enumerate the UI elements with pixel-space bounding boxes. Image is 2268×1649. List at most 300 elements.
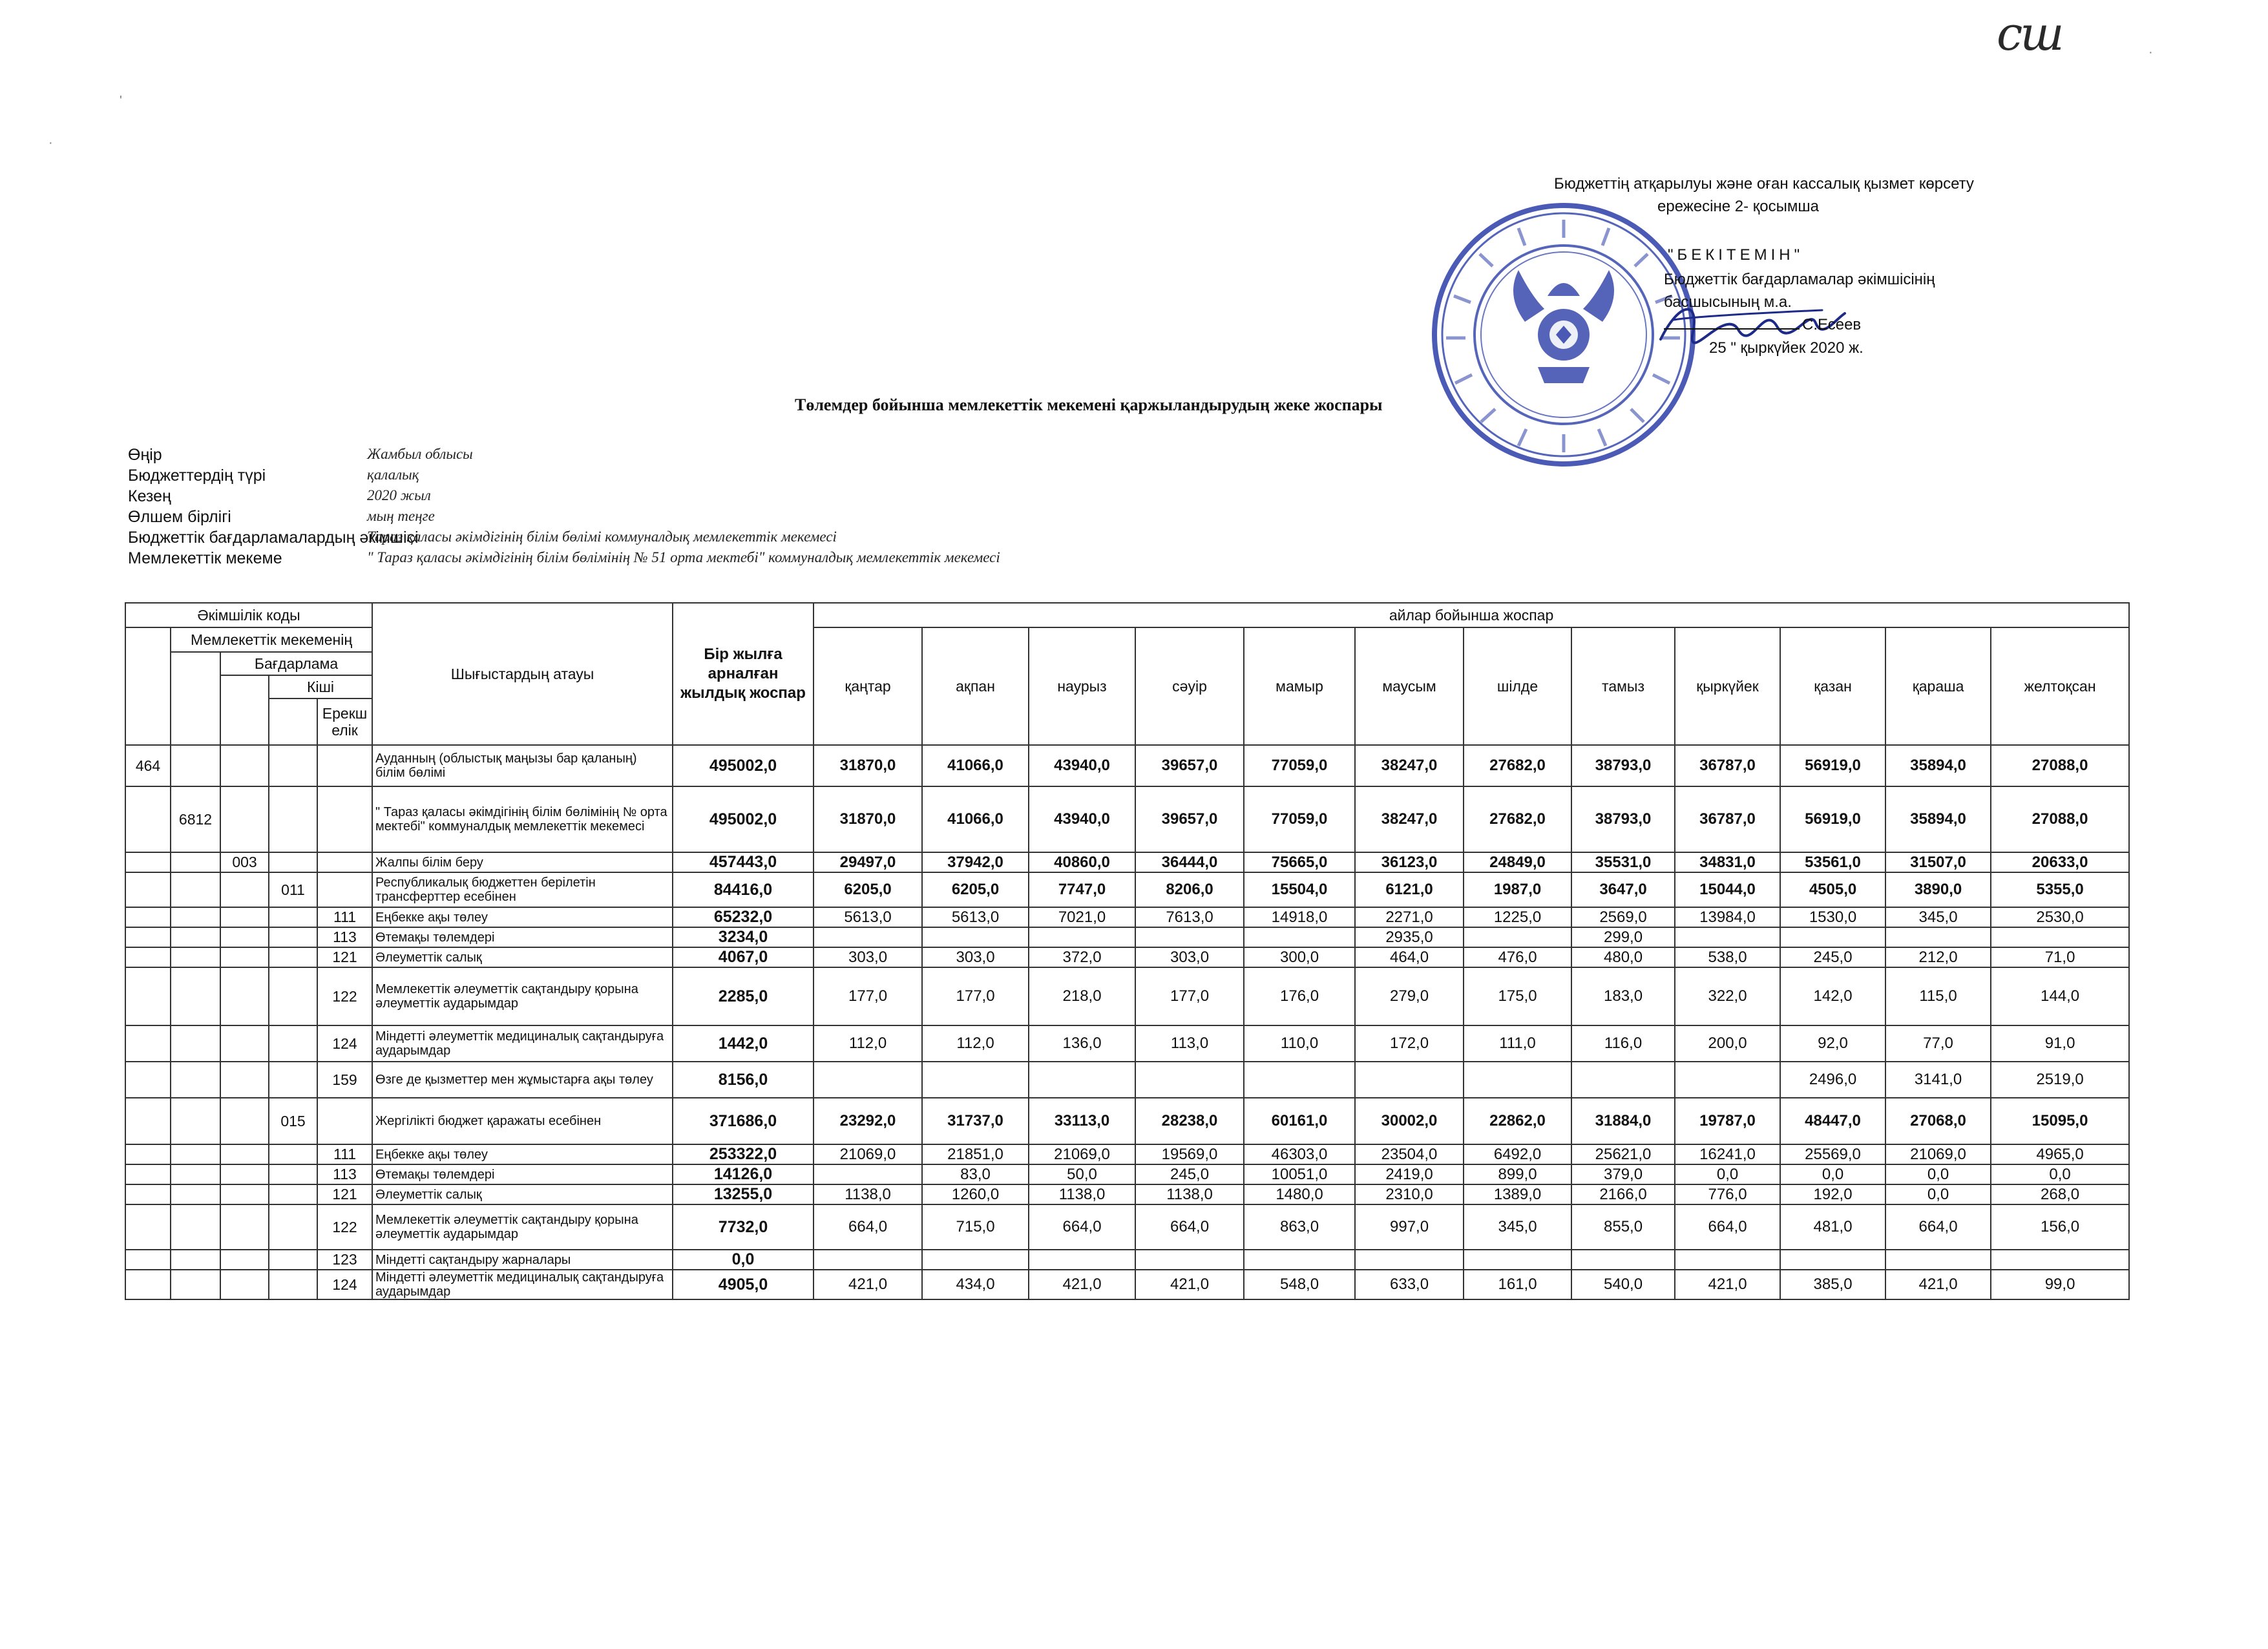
code-cell	[125, 947, 171, 967]
month-value-cell: 75665,0	[1244, 852, 1355, 872]
month-value-cell: 1138,0	[1029, 1184, 1135, 1204]
code-cell	[125, 927, 171, 947]
code-cell	[171, 907, 220, 927]
table-row	[125, 1025, 2129, 1062]
month-value-cell: 23504,0	[1355, 1144, 1464, 1164]
header-month: қазан	[1780, 627, 1885, 745]
month-value-cell	[1571, 1250, 1675, 1270]
month-value-cell: 31507,0	[1885, 852, 1991, 872]
month-value-cell: 218,0	[1029, 967, 1135, 1025]
month-value-cell: 303,0	[1135, 947, 1244, 967]
month-value-cell: 110,0	[1244, 1025, 1355, 1062]
month-value-cell: 1260,0	[922, 1184, 1029, 1204]
month-value-cell: 6492,0	[1464, 1144, 1571, 1164]
annual-plan-cell: 371686,0	[673, 1098, 814, 1144]
code-cell	[220, 745, 269, 786]
signatory-name: С.Есеев	[1802, 316, 1862, 333]
month-value-cell: 385,0	[1780, 1270, 1885, 1299]
header-month: наурыз	[1029, 627, 1135, 745]
month-value-cell: 715,0	[922, 1204, 1029, 1250]
month-value-cell: 175,0	[1464, 967, 1571, 1025]
month-value-cell: 421,0	[1885, 1270, 1991, 1299]
code-cell: 113	[317, 1164, 372, 1184]
meta-value: қалалық	[367, 467, 419, 483]
code-cell: 111	[317, 1144, 372, 1164]
month-value-cell: 5613,0	[814, 907, 922, 927]
month-value-cell: 2519,0	[1991, 1062, 2129, 1098]
month-value-cell: 3647,0	[1571, 872, 1675, 907]
code-cell	[269, 947, 317, 967]
month-value-cell: 92,0	[1780, 1025, 1885, 1062]
code-cell: 123	[317, 1250, 372, 1270]
table-row	[125, 1250, 2129, 1270]
month-value-cell: 3141,0	[1885, 1062, 1991, 1098]
month-value-cell: 481,0	[1780, 1204, 1885, 1250]
month-value-cell: 303,0	[814, 947, 922, 967]
header-month: ақпан	[922, 627, 1029, 745]
month-value-cell: 664,0	[1135, 1204, 1244, 1250]
month-value-cell: 21851,0	[922, 1144, 1029, 1164]
header-month: қаңтар	[814, 627, 922, 745]
code-cell	[269, 745, 317, 786]
code-cell	[317, 745, 372, 786]
code-cell: 113	[317, 927, 372, 947]
month-value-cell: 177,0	[922, 967, 1029, 1025]
annual-plan-cell: 495002,0	[673, 786, 814, 852]
table-row	[125, 927, 2129, 947]
month-value-cell: 480,0	[1571, 947, 1675, 967]
meta-label: Бюджеттердің түрі	[128, 467, 266, 485]
meta-value: Тараз қаласы әкімдігінің білім бөлімі коммуналдық мемлекеттік мекемесі	[367, 529, 837, 545]
header-month: тамыз	[1571, 627, 1675, 745]
month-value-cell: 421,0	[1029, 1270, 1135, 1299]
month-value-cell: 38793,0	[1571, 745, 1675, 786]
month-value-cell: 33113,0	[1029, 1098, 1135, 1144]
month-value-cell: 4505,0	[1780, 872, 1885, 907]
month-value-cell: 53561,0	[1780, 852, 1885, 872]
month-value-cell: 855,0	[1571, 1204, 1675, 1250]
month-value-cell: 21069,0	[814, 1144, 922, 1164]
month-value-cell: 15095,0	[1991, 1098, 2129, 1144]
month-value-cell: 172,0	[1355, 1025, 1464, 1062]
expense-name-cell: Мемлекеттік әлеуметтік сақтандыру қорына әлеуметтік аударымдар	[372, 1204, 673, 1250]
month-value-cell: 2935,0	[1355, 927, 1464, 947]
month-value-cell: 34831,0	[1675, 852, 1780, 872]
month-value-cell: 31870,0	[814, 745, 922, 786]
code-cell	[269, 1025, 317, 1062]
code-cell	[171, 1204, 220, 1250]
month-value-cell: 39657,0	[1135, 786, 1244, 852]
month-value-cell	[922, 1062, 1029, 1098]
month-value-cell: 212,0	[1885, 947, 1991, 967]
annual-plan-cell: 1442,0	[673, 1025, 814, 1062]
month-value-cell: 24849,0	[1464, 852, 1571, 872]
month-value-cell	[1135, 927, 1244, 947]
month-value-cell: 997,0	[1355, 1204, 1464, 1250]
month-value-cell: 464,0	[1355, 947, 1464, 967]
table-body	[125, 745, 2129, 1299]
month-value-cell: 183,0	[1571, 967, 1675, 1025]
table-row	[125, 1098, 2129, 1144]
month-value-cell: 30002,0	[1355, 1098, 1464, 1144]
month-value-cell: 540,0	[1571, 1270, 1675, 1299]
header-month: желтоқсан	[1991, 627, 2129, 745]
signature-line	[1664, 314, 1800, 330]
code-cell	[269, 786, 317, 852]
code-cell	[269, 852, 317, 872]
month-value-cell: 77,0	[1885, 1025, 1991, 1062]
code-cell	[220, 786, 269, 852]
table-row	[125, 1144, 2129, 1164]
code-cell	[125, 1025, 171, 1062]
annual-plan-cell: 84416,0	[673, 872, 814, 907]
header-month: қыркүйек	[1675, 627, 1780, 745]
month-value-cell: 434,0	[922, 1270, 1029, 1299]
code-cell	[220, 1025, 269, 1062]
month-value-cell: 7021,0	[1029, 907, 1135, 927]
month-value-cell: 0,0	[1780, 1164, 1885, 1184]
month-value-cell	[1464, 927, 1571, 947]
month-value-cell: 476,0	[1464, 947, 1571, 967]
code-cell	[171, 1250, 220, 1270]
month-value-cell: 21069,0	[1885, 1144, 1991, 1164]
month-value-cell: 31737,0	[922, 1098, 1029, 1144]
month-value-cell	[814, 1062, 922, 1098]
month-value-cell: 35531,0	[1571, 852, 1675, 872]
month-value-cell: 1138,0	[1135, 1184, 1244, 1204]
month-value-cell	[1464, 1250, 1571, 1270]
month-value-cell: 50,0	[1029, 1164, 1135, 1184]
meta-value: " Тараз қаласы әкімдігінің білім бөлімінің № 51 орта мектебі" коммуналдық мемлекеттік мекемесі	[367, 549, 1000, 565]
code-cell	[125, 967, 171, 1025]
month-value-cell: 5355,0	[1991, 872, 2129, 907]
month-value-cell: 2496,0	[1780, 1062, 1885, 1098]
month-value-cell: 863,0	[1244, 1204, 1355, 1250]
code-cell	[171, 1164, 220, 1184]
code-cell	[269, 967, 317, 1025]
table-row	[125, 1270, 2129, 1299]
month-value-cell: 31870,0	[814, 786, 922, 852]
month-value-cell: 299,0	[1571, 927, 1675, 947]
code-cell: 122	[317, 1204, 372, 1250]
code-cell	[171, 967, 220, 1025]
code-cell	[220, 1204, 269, 1250]
month-value-cell: 245,0	[1780, 947, 1885, 967]
month-value-cell: 27682,0	[1464, 786, 1571, 852]
month-value-cell	[922, 927, 1029, 947]
table-row	[125, 1062, 2129, 1098]
month-value-cell: 113,0	[1135, 1025, 1244, 1062]
code-cell	[171, 872, 220, 907]
month-value-cell: 664,0	[814, 1204, 922, 1250]
month-value-cell: 56919,0	[1780, 745, 1885, 786]
month-value-cell: 2569,0	[1571, 907, 1675, 927]
month-value-cell: 38247,0	[1355, 745, 1464, 786]
table-row	[125, 872, 2129, 907]
month-value-cell: 48447,0	[1780, 1098, 1885, 1144]
header-month: мамыр	[1244, 627, 1355, 745]
month-value-cell: 77059,0	[1244, 786, 1355, 852]
expense-name-cell: Жалпы білім беру	[372, 852, 673, 872]
code-cell: 121	[317, 1184, 372, 1204]
month-value-cell: 23292,0	[814, 1098, 922, 1144]
month-value-cell: 38793,0	[1571, 786, 1675, 852]
code-cell	[220, 1164, 269, 1184]
month-value-cell: 8206,0	[1135, 872, 1244, 907]
month-value-cell: 6205,0	[814, 872, 922, 907]
month-value-cell: 13984,0	[1675, 907, 1780, 927]
code-cell	[317, 1098, 372, 1144]
month-value-cell: 144,0	[1991, 967, 2129, 1025]
financing-plan-table	[125, 602, 2130, 1300]
month-value-cell: 60161,0	[1244, 1098, 1355, 1144]
code-cell: 003	[220, 852, 269, 872]
approval-signatory	[1664, 314, 1861, 336]
code-cell	[269, 1164, 317, 1184]
month-value-cell: 20633,0	[1991, 852, 2129, 872]
month-value-cell: 19787,0	[1675, 1098, 1780, 1144]
month-value-cell: 192,0	[1780, 1184, 1885, 1204]
month-value-cell: 156,0	[1991, 1204, 2129, 1250]
meta-label: Өлшем бірлігі	[128, 508, 231, 526]
code-cell	[125, 1270, 171, 1299]
month-value-cell: 36123,0	[1355, 852, 1464, 872]
month-value-cell: 41066,0	[922, 745, 1029, 786]
header-institution: Мемлекеттік мекеменің	[171, 627, 372, 652]
month-value-cell: 322,0	[1675, 967, 1780, 1025]
month-value-cell: 279,0	[1355, 967, 1464, 1025]
code-cell	[171, 947, 220, 967]
month-value-cell: 5613,0	[922, 907, 1029, 927]
expense-name-cell: Міндетті сақтандыру жарналары	[372, 1250, 673, 1270]
header-blank	[220, 675, 269, 745]
month-value-cell	[1780, 1250, 1885, 1270]
code-cell	[269, 907, 317, 927]
code-cell	[171, 745, 220, 786]
table-row	[125, 852, 2129, 872]
annual-plan-cell: 495002,0	[673, 745, 814, 786]
code-cell	[171, 927, 220, 947]
header-blank	[171, 652, 220, 745]
code-cell	[171, 1270, 220, 1299]
month-value-cell: 16241,0	[1675, 1144, 1780, 1164]
meta-label: Кезең	[128, 487, 171, 505]
table-row	[125, 786, 2129, 852]
month-value-cell: 15044,0	[1675, 872, 1780, 907]
annual-plan-cell: 2285,0	[673, 967, 814, 1025]
annual-plan-cell: 8156,0	[673, 1062, 814, 1098]
month-value-cell: 43940,0	[1029, 786, 1135, 852]
month-value-cell: 245,0	[1135, 1164, 1244, 1184]
code-cell	[171, 852, 220, 872]
header-admin-code: Әкімшілік коды	[125, 603, 372, 627]
code-cell: 111	[317, 907, 372, 927]
header-program: Бағдарлама	[220, 652, 372, 675]
month-value-cell	[814, 1164, 922, 1184]
approval-position-line: Бюджеттік бағдарламалар әкімшісінің	[1664, 271, 1935, 288]
month-value-cell	[1571, 1062, 1675, 1098]
annual-plan-cell: 457443,0	[673, 852, 814, 872]
month-value-cell: 538,0	[1675, 947, 1780, 967]
expense-name-cell: Міндетті әлеуметтік медициналық сақтандыруға аударымдар	[372, 1270, 673, 1299]
month-value-cell: 0,0	[1885, 1164, 1991, 1184]
expense-name-cell: Әлеуметтік салық	[372, 947, 673, 967]
meta-value: мың теңге	[367, 508, 435, 524]
month-value-cell: 2271,0	[1355, 907, 1464, 927]
code-cell: 011	[269, 872, 317, 907]
month-value-cell	[1991, 1250, 2129, 1270]
month-value-cell: 112,0	[922, 1025, 1029, 1062]
month-value-cell: 111,0	[1464, 1025, 1571, 1062]
month-value-cell: 99,0	[1991, 1270, 2129, 1299]
table-header	[125, 603, 2129, 745]
month-value-cell: 22862,0	[1464, 1098, 1571, 1144]
code-cell: 015	[269, 1098, 317, 1144]
table-row	[125, 907, 2129, 927]
month-value-cell: 2310,0	[1355, 1184, 1464, 1204]
code-cell	[220, 927, 269, 947]
code-cell	[220, 1270, 269, 1299]
code-cell	[171, 1184, 220, 1204]
code-cell	[317, 786, 372, 852]
month-value-cell: 7747,0	[1029, 872, 1135, 907]
approval-regulation-line: Бюджеттің атқарылуы және оған кассалық қызмет көрсету	[1554, 175, 1974, 193]
month-value-cell: 345,0	[1885, 907, 1991, 927]
code-cell: 159	[317, 1062, 372, 1098]
month-value-cell: 36787,0	[1675, 786, 1780, 852]
month-value-cell: 21069,0	[1029, 1144, 1135, 1164]
month-value-cell: 633,0	[1355, 1270, 1464, 1299]
approval-date: 25 " қыркүйек 2020 ж.	[1709, 339, 1864, 357]
code-cell	[125, 1204, 171, 1250]
month-value-cell	[1355, 1062, 1464, 1098]
annual-plan-cell: 7732,0	[673, 1204, 814, 1250]
month-value-cell: 39657,0	[1135, 745, 1244, 786]
month-value-cell: 303,0	[922, 947, 1029, 967]
annual-plan-cell: 13255,0	[673, 1184, 814, 1204]
month-value-cell	[1675, 1062, 1780, 1098]
month-value-cell: 1987,0	[1464, 872, 1571, 907]
code-cell	[171, 1144, 220, 1164]
month-value-cell	[1029, 927, 1135, 947]
code-cell	[317, 852, 372, 872]
annual-plan-cell: 65232,0	[673, 907, 814, 927]
month-value-cell: 6205,0	[922, 872, 1029, 907]
code-cell	[220, 1098, 269, 1144]
code-cell	[269, 1144, 317, 1164]
header-specific: Ерекш елік	[317, 698, 372, 745]
month-value-cell: 1480,0	[1244, 1184, 1355, 1204]
expense-name-cell: Еңбекке ақы төлеу	[372, 1144, 673, 1164]
header-blank	[269, 698, 317, 745]
code-cell: 6812	[171, 786, 220, 852]
month-value-cell: 300,0	[1244, 947, 1355, 967]
code-cell: 122	[317, 967, 372, 1025]
month-value-cell: 548,0	[1244, 1270, 1355, 1299]
month-value-cell	[1464, 1062, 1571, 1098]
table-row	[125, 1204, 2129, 1250]
annual-plan-cell: 3234,0	[673, 927, 814, 947]
code-cell	[125, 1062, 171, 1098]
month-value-cell: 899,0	[1464, 1164, 1571, 1184]
code-cell	[220, 907, 269, 927]
month-value-cell: 91,0	[1991, 1025, 2129, 1062]
month-value-cell: 6121,0	[1355, 872, 1464, 907]
month-value-cell: 83,0	[922, 1164, 1029, 1184]
handwritten-mark: сш	[1997, 6, 2062, 61]
month-value-cell	[1885, 1250, 1991, 1270]
month-value-cell: 7613,0	[1135, 907, 1244, 927]
header-month: қараша	[1885, 627, 1991, 745]
month-value-cell: 27088,0	[1991, 786, 2129, 852]
meta-value: Жамбыл облысы	[367, 446, 473, 462]
annual-plan-cell: 4067,0	[673, 947, 814, 967]
expense-name-cell: Мемлекеттік әлеуметтік сақтандыру қорына әлеуметтік аударымдар	[372, 967, 673, 1025]
month-value-cell	[1029, 1062, 1135, 1098]
month-value-cell: 43940,0	[1029, 745, 1135, 786]
code-cell	[269, 1204, 317, 1250]
code-cell	[317, 872, 372, 907]
month-value-cell: 177,0	[814, 967, 922, 1025]
month-value-cell	[1675, 927, 1780, 947]
header-annual-plan: Бір жылға арналған жылдық жоспар	[673, 603, 814, 745]
month-value-cell: 25621,0	[1571, 1144, 1675, 1164]
scan-speck: ·	[2148, 45, 2153, 59]
code-cell	[220, 1250, 269, 1270]
annual-plan-cell: 4905,0	[673, 1270, 814, 1299]
month-value-cell: 379,0	[1571, 1164, 1675, 1184]
month-value-cell: 200,0	[1675, 1025, 1780, 1062]
expense-name-cell: Республикалық бюджеттен берілетін трансферттер есебінен	[372, 872, 673, 907]
approval-appendix-line: ережесіне 2- қосымша	[1657, 198, 1819, 215]
approval-acting-line: басшысының м.а.	[1664, 293, 1792, 311]
month-value-cell: 10051,0	[1244, 1164, 1355, 1184]
code-cell	[269, 1250, 317, 1270]
code-cell	[220, 1184, 269, 1204]
meta-label: Мемлекеттік мекеме	[128, 549, 282, 567]
code-cell	[125, 852, 171, 872]
month-value-cell: 35894,0	[1885, 786, 1991, 852]
month-value-cell	[814, 1250, 922, 1270]
table-row	[125, 1184, 2129, 1204]
month-value-cell: 38247,0	[1355, 786, 1464, 852]
month-value-cell: 664,0	[1675, 1204, 1780, 1250]
month-value-cell: 27068,0	[1885, 1098, 1991, 1144]
code-cell	[220, 967, 269, 1025]
month-value-cell: 2419,0	[1355, 1164, 1464, 1184]
month-value-cell	[1244, 1062, 1355, 1098]
meta-label: Бюджеттік бағдарламалардың әкімшісі	[128, 529, 419, 547]
month-value-cell: 36444,0	[1135, 852, 1244, 872]
month-value-cell: 35894,0	[1885, 745, 1991, 786]
month-value-cell: 25569,0	[1780, 1144, 1885, 1164]
expense-name-cell: " Тараз қаласы әкімдігінің білім бөлімінің № орта мектебі" коммуналдық мемлекеттік мекемесі	[372, 786, 673, 852]
expense-name-cell: Жергілікті бюджет қаражаты есебінен	[372, 1098, 673, 1144]
month-value-cell: 1530,0	[1780, 907, 1885, 927]
month-value-cell: 116,0	[1571, 1025, 1675, 1062]
month-value-cell: 56919,0	[1780, 786, 1885, 852]
month-value-cell: 31884,0	[1571, 1098, 1675, 1144]
month-value-cell: 664,0	[1029, 1204, 1135, 1250]
meta-value: 2020 жыл	[367, 487, 431, 503]
code-cell: 124	[317, 1025, 372, 1062]
scan-speck: ·	[48, 136, 53, 150]
code-cell: 464	[125, 745, 171, 786]
code-cell	[125, 1098, 171, 1144]
month-value-cell	[1244, 1250, 1355, 1270]
expense-name-cell: Өтемақы төлемдері	[372, 1164, 673, 1184]
month-value-cell: 776,0	[1675, 1184, 1780, 1204]
